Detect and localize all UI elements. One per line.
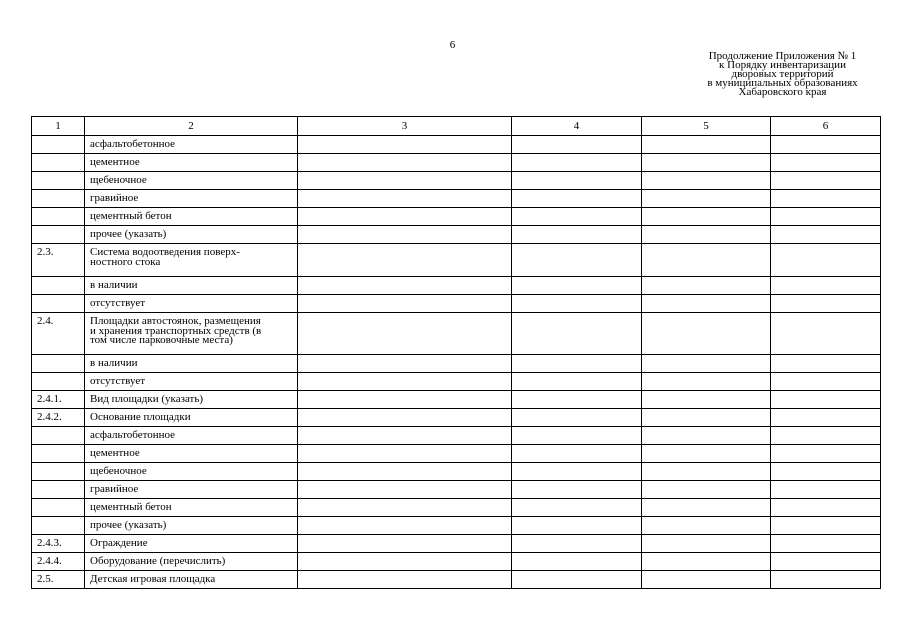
row-name-cell: прочее (указать): [85, 517, 298, 535]
empty-input-cell: [298, 427, 512, 445]
empty-input-cell: [512, 355, 642, 373]
table-row: [32, 445, 881, 463]
row-name-cell: прочее (указать): [85, 226, 298, 244]
empty-input-cell: [642, 409, 771, 427]
row-number-cell: [32, 355, 85, 373]
empty-input-cell: [642, 172, 771, 190]
empty-input-cell: [512, 136, 642, 154]
empty-input-cell: [642, 535, 771, 553]
row-number-cell: 2.4.3.: [32, 535, 85, 553]
row-number-cell: 2.4.: [32, 313, 85, 355]
empty-input-cell: [771, 355, 881, 373]
empty-input-cell: [298, 244, 512, 277]
empty-input-cell: [298, 553, 512, 571]
row-name-cell: Основание площадки: [85, 409, 298, 427]
table-row: [32, 499, 881, 517]
empty-input-cell: [771, 313, 881, 355]
empty-input-cell: [642, 427, 771, 445]
table-row: [32, 373, 881, 391]
row-number-cell: 2.4.2.: [32, 409, 85, 427]
empty-input-cell: [642, 244, 771, 277]
row-name-cell: цементный бетон: [85, 208, 298, 226]
table-row: [32, 427, 881, 445]
empty-input-cell: [771, 373, 881, 391]
empty-input-cell: [642, 226, 771, 244]
empty-input-cell: [642, 190, 771, 208]
row-number-cell: [32, 373, 85, 391]
row-name-cell: Вид площадки (указать): [85, 391, 298, 409]
empty-input-cell: [512, 190, 642, 208]
empty-input-cell: [298, 136, 512, 154]
row-number-cell: 2.5.: [32, 571, 85, 589]
table-row: [32, 277, 881, 295]
row-name-cell: Оборудование (перечислить): [85, 553, 298, 571]
row-number-cell: [32, 172, 85, 190]
column-header: 5: [642, 117, 771, 136]
row-number-cell: 2.4.1.: [32, 391, 85, 409]
empty-input-cell: [771, 295, 881, 313]
empty-input-cell: [771, 190, 881, 208]
row-name-cell: щебеночное: [85, 172, 298, 190]
table-row: [32, 391, 881, 409]
row-name-cell: цементное: [85, 445, 298, 463]
table-row: [32, 535, 881, 553]
empty-input-cell: [512, 517, 642, 535]
row-name-cell: Система водоотведения поверх- ностного стока: [85, 244, 298, 277]
empty-input-cell: [298, 517, 512, 535]
row-name-cell: отсутствует: [85, 295, 298, 313]
row-number-cell: [32, 190, 85, 208]
row-name-cell: цементное: [85, 154, 298, 172]
table-row: [32, 571, 881, 589]
empty-input-cell: [512, 535, 642, 553]
appendix-note-line: Хабаровского края: [738, 86, 827, 98]
empty-input-cell: [642, 295, 771, 313]
table-row: [32, 409, 881, 427]
empty-input-cell: [771, 571, 881, 589]
empty-input-cell: [512, 481, 642, 499]
empty-input-cell: [512, 277, 642, 295]
row-name-cell: асфальтобетонное: [85, 427, 298, 445]
empty-input-cell: [771, 172, 881, 190]
empty-input-cell: [771, 445, 881, 463]
empty-input-cell: [512, 571, 642, 589]
table-row: [32, 244, 881, 277]
empty-input-cell: [642, 391, 771, 409]
empty-input-cell: [512, 172, 642, 190]
row-number-cell: [32, 463, 85, 481]
empty-input-cell: [298, 154, 512, 172]
row-number-cell: [32, 517, 85, 535]
empty-input-cell: [642, 571, 771, 589]
table-row: [32, 295, 881, 313]
table-row: [32, 190, 881, 208]
empty-input-cell: [512, 445, 642, 463]
empty-input-cell: [298, 277, 512, 295]
row-number-cell: [32, 208, 85, 226]
row-number-cell: [32, 499, 85, 517]
empty-input-cell: [642, 136, 771, 154]
row-name-cell: гравийное: [85, 190, 298, 208]
empty-input-cell: [771, 427, 881, 445]
table-row: [32, 481, 881, 499]
row-name-cell: щебеночное: [85, 463, 298, 481]
row-number-cell: [32, 481, 85, 499]
row-name-cell: Детская игровая площадка: [85, 571, 298, 589]
empty-input-cell: [771, 208, 881, 226]
table-body: [32, 136, 881, 589]
row-name-cell: Ограждение: [85, 535, 298, 553]
empty-input-cell: [642, 313, 771, 355]
table-row: [32, 313, 881, 355]
table-row: [32, 172, 881, 190]
empty-input-cell: [298, 481, 512, 499]
empty-input-cell: [771, 226, 881, 244]
column-header: 6: [771, 117, 881, 136]
row-number-cell: 2.4.4.: [32, 553, 85, 571]
page-number: 6: [449, 39, 456, 51]
row-number-cell: [32, 445, 85, 463]
empty-input-cell: [512, 553, 642, 571]
inventory-table: [31, 116, 881, 589]
empty-input-cell: [642, 208, 771, 226]
empty-input-cell: [771, 553, 881, 571]
empty-input-cell: [512, 427, 642, 445]
empty-input-cell: [512, 226, 642, 244]
row-name-cell: отсутствует: [85, 373, 298, 391]
column-header: 1: [32, 117, 85, 136]
row-name-cell: цементный бетон: [85, 499, 298, 517]
empty-input-cell: [512, 208, 642, 226]
table-row: [32, 553, 881, 571]
empty-input-cell: [642, 445, 771, 463]
empty-input-cell: [771, 535, 881, 553]
empty-input-cell: [642, 373, 771, 391]
column-header: 2: [85, 117, 298, 136]
empty-input-cell: [512, 499, 642, 517]
appendix-note-line: Продолжение Приложения № 1: [708, 50, 857, 62]
table-row: [32, 136, 881, 154]
empty-input-cell: [298, 190, 512, 208]
table-row: [32, 355, 881, 373]
empty-input-cell: [512, 244, 642, 277]
appendix-note-line: к Порядку инвентаризации: [719, 59, 846, 71]
row-number-cell: [32, 427, 85, 445]
empty-input-cell: [298, 571, 512, 589]
row-number-cell: [32, 295, 85, 313]
empty-input-cell: [642, 517, 771, 535]
empty-input-cell: [771, 499, 881, 517]
empty-input-cell: [642, 553, 771, 571]
empty-input-cell: [512, 154, 642, 172]
row-name-cell: в наличии: [85, 277, 298, 295]
empty-input-cell: [771, 517, 881, 535]
appendix-note-line: дворовых территорий: [731, 68, 834, 80]
empty-input-cell: [642, 355, 771, 373]
empty-input-cell: [771, 277, 881, 295]
empty-input-cell: [298, 445, 512, 463]
empty-input-cell: [512, 391, 642, 409]
empty-input-cell: [771, 391, 881, 409]
empty-input-cell: [298, 463, 512, 481]
row-name-cell: асфальтобетонное: [85, 136, 298, 154]
empty-input-cell: [298, 391, 512, 409]
empty-input-cell: [642, 481, 771, 499]
table-row: [32, 463, 881, 481]
empty-input-cell: [298, 355, 512, 373]
empty-input-cell: [298, 535, 512, 553]
empty-input-cell: [642, 154, 771, 172]
row-name-cell: в наличии: [85, 355, 298, 373]
column-header: 4: [512, 117, 642, 136]
empty-input-cell: [512, 463, 642, 481]
empty-input-cell: [771, 244, 881, 277]
empty-input-cell: [298, 499, 512, 517]
empty-input-cell: [771, 463, 881, 481]
empty-input-cell: [642, 499, 771, 517]
row-number-cell: [32, 226, 85, 244]
row-number-cell: [32, 136, 85, 154]
empty-input-cell: [771, 136, 881, 154]
empty-input-cell: [298, 172, 512, 190]
row-number-cell: [32, 154, 85, 172]
empty-input-cell: [298, 409, 512, 427]
empty-input-cell: [771, 481, 881, 499]
empty-input-cell: [771, 154, 881, 172]
row-number-cell: 2.3.: [32, 244, 85, 277]
empty-input-cell: [298, 295, 512, 313]
empty-input-cell: [642, 277, 771, 295]
empty-input-cell: [512, 295, 642, 313]
empty-input-cell: [642, 463, 771, 481]
empty-input-cell: [298, 208, 512, 226]
appendix-note: [690, 52, 875, 97]
empty-input-cell: [298, 373, 512, 391]
empty-input-cell: [298, 226, 512, 244]
table-row: [32, 208, 881, 226]
empty-input-cell: [298, 313, 512, 355]
row-name-cell: Площадки автостоянок, размещения и хранения транспортных средств (в том числе парковочные места): [85, 313, 298, 355]
empty-input-cell: [771, 409, 881, 427]
empty-input-cell: [512, 409, 642, 427]
appendix-note-line: в муниципальных образованиях: [707, 77, 858, 89]
table-header-row: [32, 117, 881, 136]
empty-input-cell: [512, 373, 642, 391]
row-number-cell: [32, 277, 85, 295]
row-name-cell: гравийное: [85, 481, 298, 499]
table-row: [32, 154, 881, 172]
empty-input-cell: [512, 313, 642, 355]
table-row: [32, 226, 881, 244]
column-header: 3: [298, 117, 512, 136]
table-row: [32, 517, 881, 535]
